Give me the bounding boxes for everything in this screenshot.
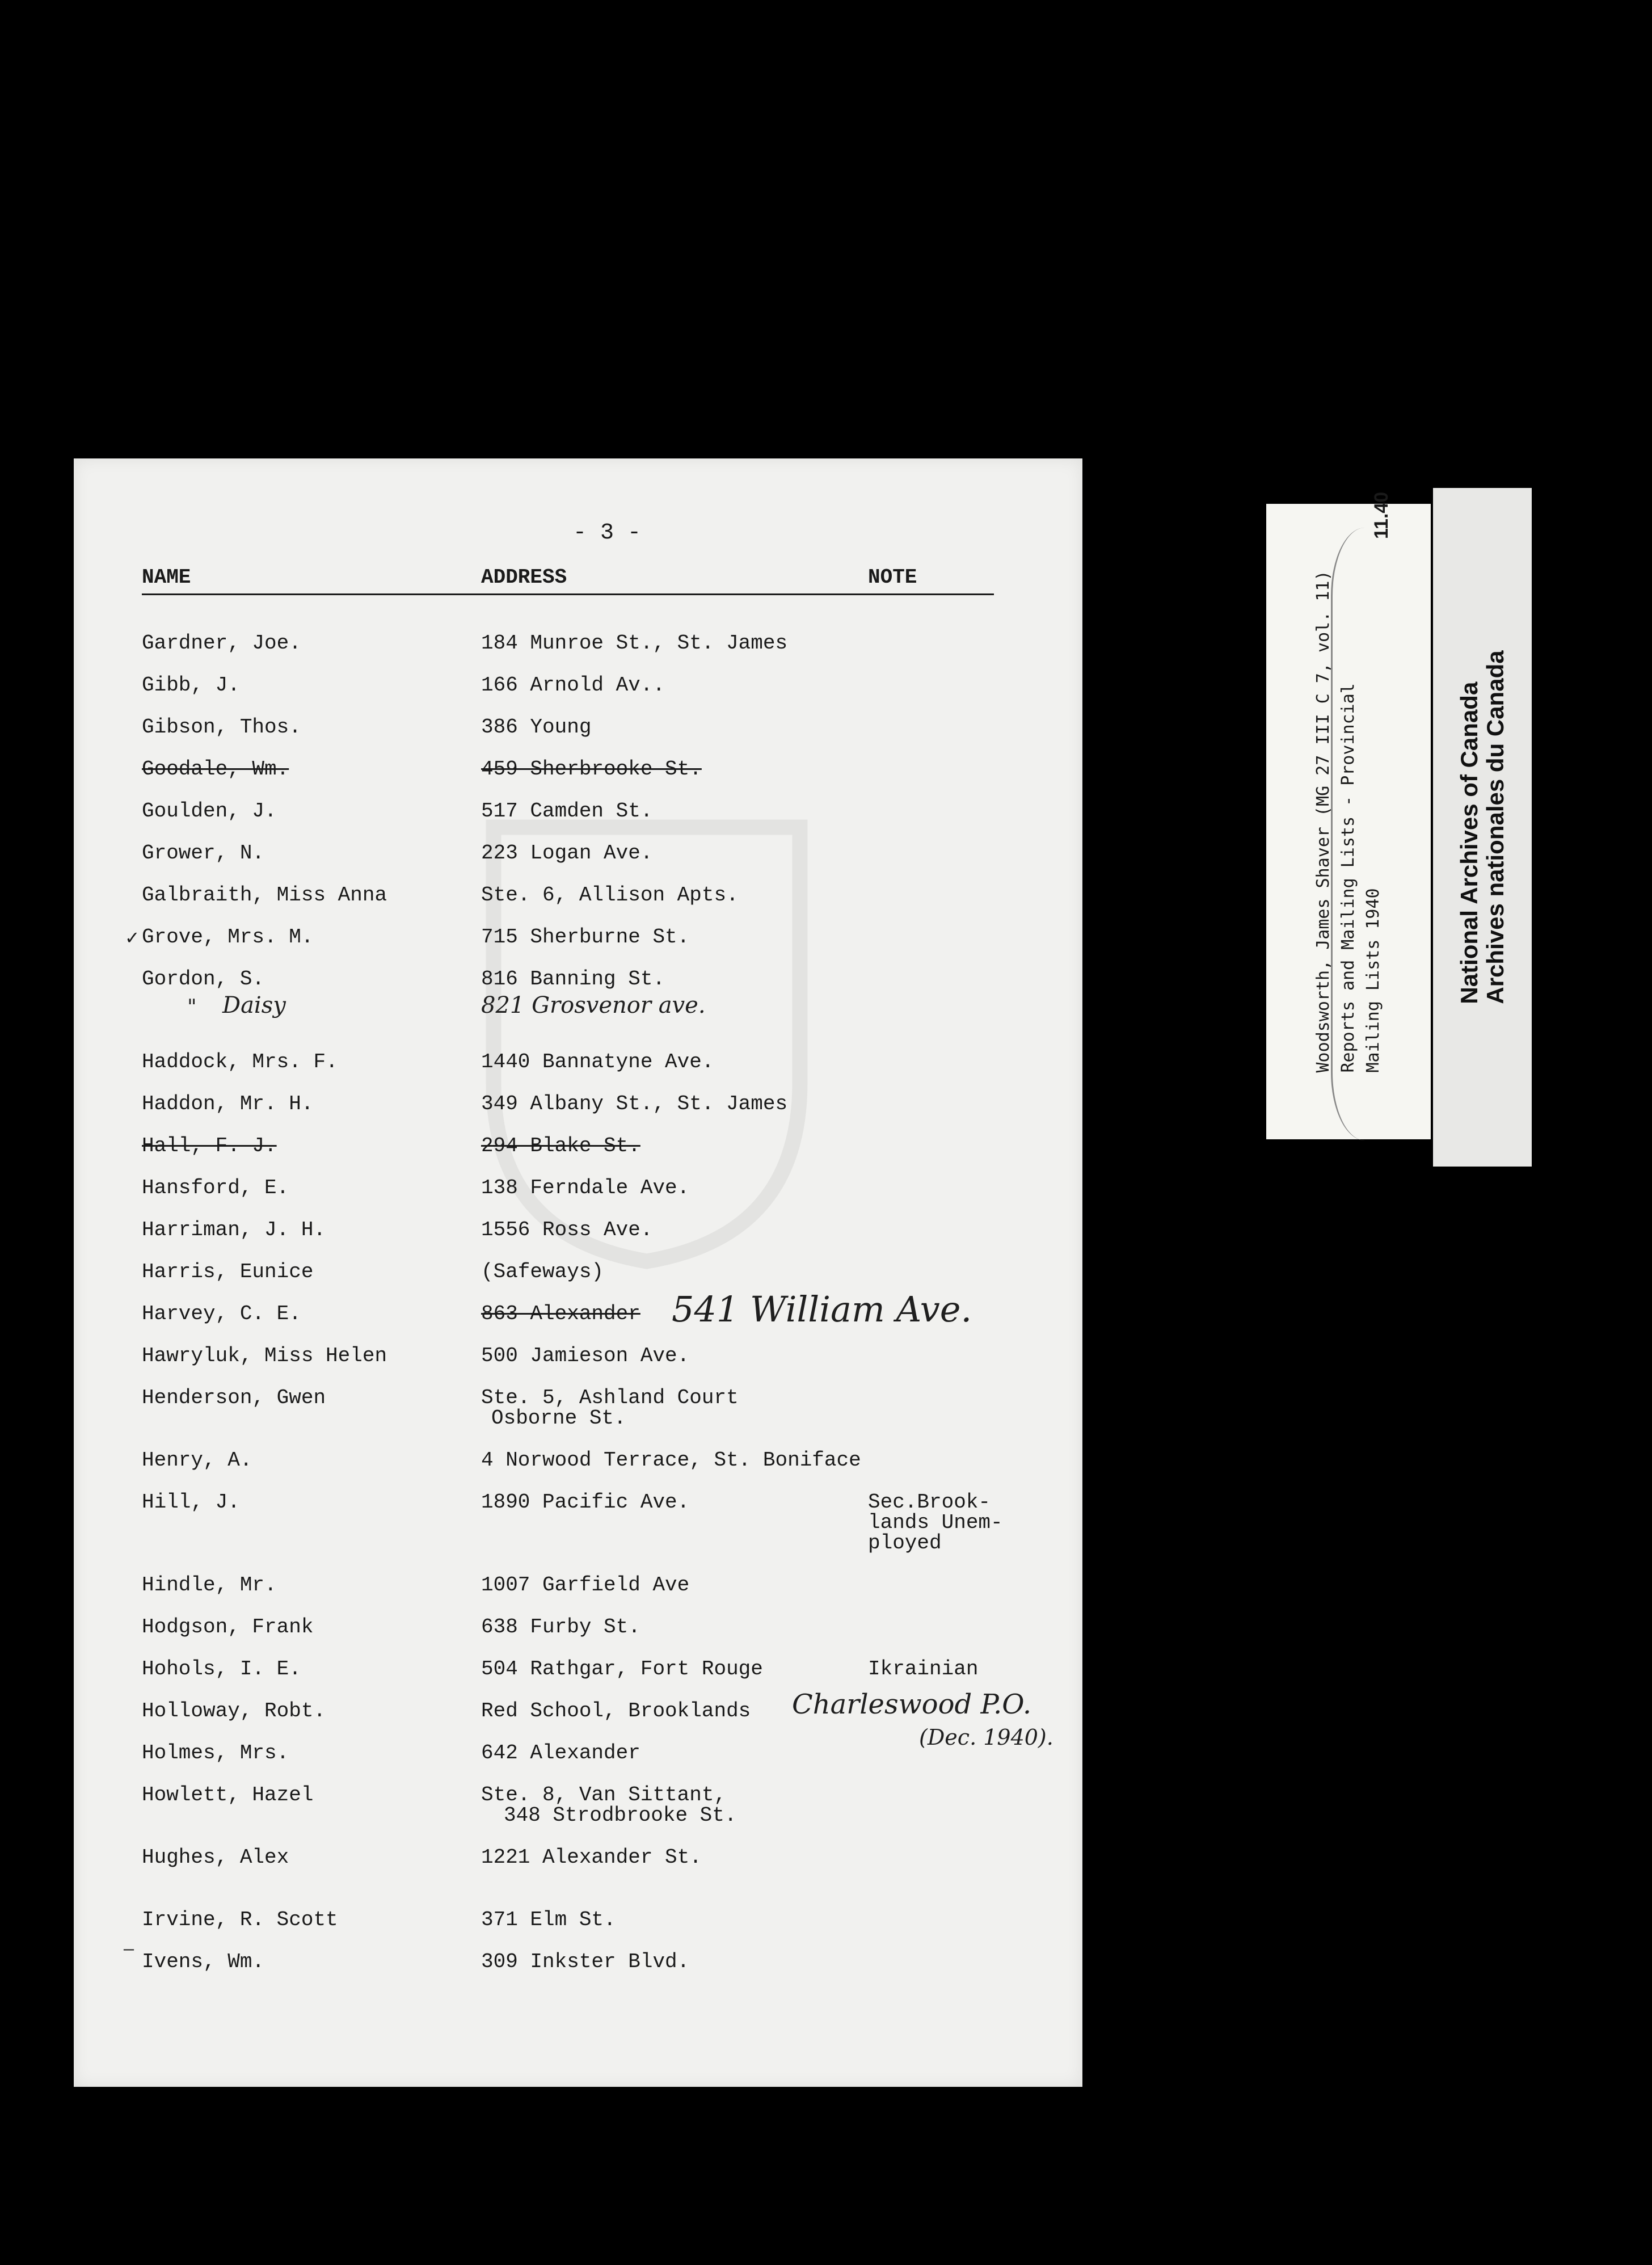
entry-name: Hindle, Mr.: [142, 1573, 277, 1597]
header-address: ADDRESS: [481, 566, 567, 589]
entry-name: Gordon, S.: [142, 967, 265, 991]
handwritten-date: (Dec. 1940).: [919, 1725, 1053, 1750]
entry-name: Hill, J.: [142, 1491, 240, 1514]
entry-address: 715 Sherburne St.: [481, 925, 690, 949]
entry-address: 138 Ferndale Ave.: [481, 1176, 690, 1199]
label-line: Mailing Lists 1940: [1363, 888, 1383, 1073]
entry-address: 349 Albany St., St. James: [481, 1092, 788, 1115]
entry-name: Henry, A.: [142, 1449, 252, 1472]
entry-name: Hughes, Alex: [142, 1846, 289, 1869]
handwritten-note: Charleswood P.O.: [792, 1689, 1032, 1720]
header-name: NAME: [142, 566, 191, 589]
entry-name: Goulden, J.: [142, 799, 277, 823]
page-number: - 3 -: [573, 520, 642, 546]
entry-address: 1007 Garfield Ave: [481, 1573, 690, 1597]
entry-address: 500 Jamieson Ave.: [481, 1344, 690, 1367]
entry-address: 1440 Bannatyne Ave.: [481, 1050, 714, 1073]
entry-address: 223 Logan Ave.: [481, 841, 653, 865]
handwritten-address: 541 William Ave.: [672, 1289, 972, 1330]
entry-name: Gibb, J.: [142, 673, 240, 697]
entry-name: Grove, Mrs. M.: [142, 925, 314, 949]
label-number: 11.40: [1371, 491, 1392, 539]
entry-address-struck: 459 Sherbrooke St.: [481, 757, 702, 781]
entry-name-struck: Hall, F. J.: [142, 1134, 277, 1157]
entry-address: 638 Furby St.: [481, 1615, 640, 1639]
entry-address: 184 Munroe St., St. James: [481, 631, 788, 655]
entry-address-line2: 348 Strodbrooke St.: [504, 1804, 737, 1827]
entry-name: Ivens, Wm.: [142, 1950, 265, 1973]
archives-name-fr: Archives nationales du Canada: [1482, 650, 1508, 1004]
entry-name: Hansford, E.: [142, 1176, 289, 1199]
header-note: NOTE: [868, 566, 917, 589]
entry-address: Ste. 8, Van Sittant,: [481, 1783, 727, 1807]
entry-name: Galbraith, Miss Anna: [142, 883, 387, 907]
entry-name: Haddon, Mr. H.: [142, 1092, 314, 1115]
document-page: [74, 458, 1082, 2087]
entry-name: Hohols, I. E.: [142, 1657, 301, 1681]
entry-name: Hodgson, Frank: [142, 1615, 314, 1639]
entry-name: Harriman, J. H.: [142, 1218, 326, 1241]
archives-text: [1456, 650, 1508, 1004]
entry-address: Ste. 5, Ashland Court: [481, 1386, 739, 1409]
entry-note-line3: ployed: [868, 1531, 942, 1555]
entry-address: 4 Norwood Terrace, St. Boniface: [481, 1449, 861, 1472]
entry-name: Haddock, Mrs. F.: [142, 1050, 338, 1073]
archives-name-en: National Archives of Canada: [1456, 681, 1482, 1004]
entry-name: Harris, Eunice: [142, 1260, 314, 1283]
entry-address: Ste. 6, Allison Apts.: [481, 883, 739, 907]
entry-name: Holloway, Robt.: [142, 1699, 326, 1723]
entry-address: 1221 Alexander St.: [481, 1846, 702, 1869]
entry-address: 371 Elm St.: [481, 1908, 616, 1931]
entry-name-struck: Goodale, Wm.: [142, 757, 289, 781]
check-mark: —: [124, 1940, 134, 1960]
check-mark: ✓: [126, 927, 138, 950]
entry-address: 166 Arnold Av..: [481, 673, 665, 697]
entry-name: Howlett, Hazel: [142, 1783, 314, 1807]
entry-name: Henderson, Gwen: [142, 1386, 326, 1409]
entry-note-line2: lands Unem-: [868, 1511, 1003, 1534]
archives-strip: [1433, 488, 1532, 1167]
entry-name: Irvine, R. Scott: [142, 1908, 338, 1931]
entry-name: Gibson, Thos.: [142, 715, 301, 739]
entry-address-struck: 863 Alexander: [481, 1302, 640, 1325]
header-rule: [142, 593, 994, 595]
entry-name: Gardner, Joe.: [142, 631, 301, 655]
handwritten-address: 821 Grosvenor ave.: [481, 992, 706, 1018]
entry-name: Hawryluk, Miss Helen: [142, 1344, 387, 1367]
entry-address: 816 Banning St.: [481, 967, 665, 991]
label-line: Woodsworth, James Shaver (MG 27 III C 7, vol. 11): [1313, 570, 1333, 1073]
entry-address: 1556 Ross Ave.: [481, 1218, 653, 1241]
entry-address: 1890 Pacific Ave.: [481, 1491, 690, 1514]
entry-name: Grower, N.: [142, 841, 265, 865]
entry-address: (Safeways): [481, 1260, 604, 1283]
label-line: Reports and Mailing Lists - Provincial: [1338, 683, 1358, 1073]
entry-address: 309 Inkster Blvd.: [481, 1950, 690, 1973]
entry-address: 504 Rathgar, Fort Rouge: [481, 1657, 763, 1681]
entry-address: 517 Camden St.: [481, 799, 653, 823]
handwritten-name: Daisy: [222, 992, 286, 1018]
entry-address: 386 Young: [481, 715, 592, 739]
entry-address: 642 Alexander: [481, 1741, 640, 1765]
entry-name: Harvey, C. E.: [142, 1302, 301, 1325]
label-tab-outline: [1331, 528, 1401, 1140]
entry-address: Red School, Brooklands: [481, 1699, 751, 1723]
entry-note: Sec.Brook-: [868, 1491, 991, 1514]
entry-address-line2: Osborne St.: [491, 1407, 626, 1430]
entry-name: Holmes, Mrs.: [142, 1741, 289, 1765]
handwritten-ditto: ": [187, 996, 197, 1019]
entry-note: Ikrainian: [868, 1657, 979, 1681]
entry-address-struck: 294 Blake St.: [481, 1134, 640, 1157]
